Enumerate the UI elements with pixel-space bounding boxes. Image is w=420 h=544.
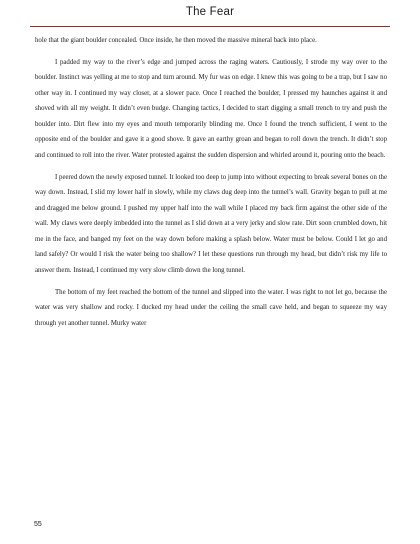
- paragraph: The bottom of my feet reached the bottom of the tunnel and slipped into the water. I was right to not let go, because the water was very shallow and rocky. I ducked my head under the ceiling the small cave held, and began to squeeze my way through yet another tunnel. Murky water: [35, 288, 387, 327]
- paragraph: hole that the giant boulder concealed. Once inside, he then moved the massive mineral back into place.: [35, 37, 317, 44]
- body-text: [35, 33, 387, 331]
- running-header-title: The Fear: [185, 6, 235, 18]
- paragraph: I peered down the newly exposed tunnel. It looked too deep to jump into without expecting to break several bones on the way down. Instead, I slid my lower half in slowly, while my claws dug deep into the tunnel’s wall. Gravity began to pull at me and dragged me below ground. I pushed my upper half into the wall while I placed my back firm against the other side of the wall. My claws were deeply imbedded into the tunnel as I slid down at a very jerky and slow rate. Dirt soon crumbled down, hit me in the face, and banged my feet on the way down before making a splash below. Water must be below. Could I let go and land safely? Or would I risk the water being too shallow? I let these questions run through my head, but didn’t risk my life to answer them. Instead, I continued my very slow climb down the long tunnel.: [35, 173, 387, 274]
- page-number: 55: [34, 521, 42, 528]
- paragraph: I padded my way to the river’s edge and jumped across the raging waters. Cautiously, I strode my way over to the boulder. Instinct was yelling at me to stop and turn around. My fur was on edge. I knew this was going to be a trap, but I saw no other way in. I continued my way closer, at a slower pace. Once I reached the boulder, I pressed my haunches against it and shoved with all my weight. It didn’t even budge. Changing tactics, I decided to start digging a small trench to try and push the boulder into. Dirt flew into my eyes and mouth temporarily blinding me. Once I found the trench sufficient, I went to the opposite end of the boulder and gave it a good shove. It gave an earthy groan and began to roll down the trench. It didn’t stop and continued to roll into the river. Water protested against the sudden dispersion and whirled around it, pouring onto the beach.: [35, 58, 387, 159]
- header-divider-rule: [30, 26, 390, 27]
